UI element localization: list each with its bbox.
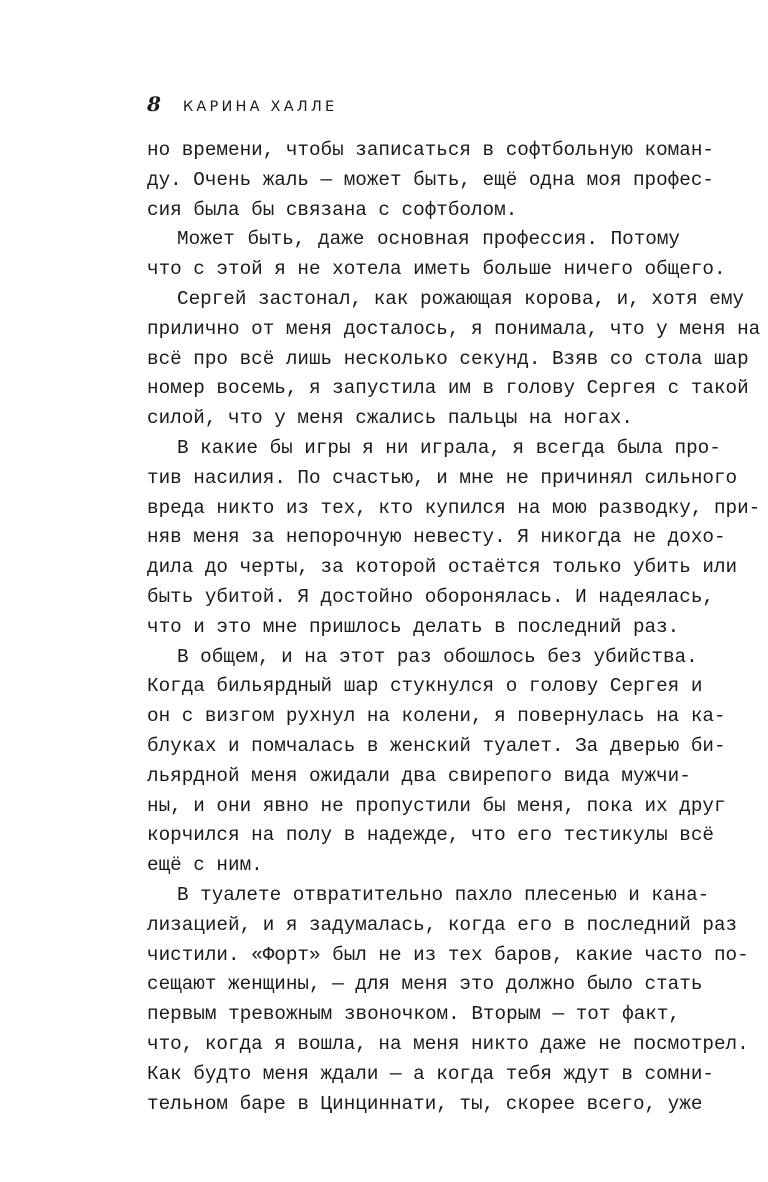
text-line: ещё с ним. — [147, 854, 263, 877]
text-line: Может быть, даже основная профессия. Потому — [177, 228, 680, 251]
text-line: прилично от меня досталось, я понимала, что у меня на — [147, 317, 761, 340]
text-line: что и это мне пришлось делать в последний раз. — [147, 615, 680, 638]
text-line: В туалете отвратительно пахло плесенью и кана- — [177, 883, 710, 906]
text-line: Когда бильярдный шар стукнулся о голову Сергея и — [147, 675, 703, 698]
running-title: КАРИНА ХАЛЛЕ — [182, 99, 338, 115]
text-line: силой, что у меня сжались пальцы на ногах. — [147, 407, 633, 430]
text-line: В общем, и на этот раз обошлось без убийства. — [177, 645, 698, 668]
text-line: корчился на полу в надежде, что его тестикулы всё — [147, 824, 714, 847]
text-line: блуках и помчалась в женский туалет. За дверью би- — [147, 734, 726, 757]
text-line: тельном баре в Цинциннати, ты, скорее всего, уже — [147, 1092, 703, 1115]
text-line: но времени, чтобы записаться в софтбольную коман- — [147, 139, 714, 161]
text-line: что, когда я вошла, на меня никто даже не посмотрел. — [147, 1032, 749, 1055]
text-line: льярдной меня ожидали два свирепого вида мужчи- — [147, 764, 691, 787]
text-line: всё про всё лишь несколько секунд. Взяв со стола шар — [147, 347, 749, 370]
text-line: тив насилия. По счастью, и мне не причинял сильного — [147, 466, 738, 489]
text-line: лизацией, и я задумалась, когда его в последний раз — [147, 913, 738, 936]
text-line: ду. Очень жаль — может быть, ещё одна моя профес- — [147, 168, 714, 191]
text-line: он с визгом рухнул на колени, я повернулась на ка- — [147, 705, 726, 728]
text-line: Сергей застонал, как рожающая корова, и, хотя ему — [177, 287, 744, 310]
page-header — [147, 92, 337, 116]
text-line: дила до черты, за которой остаётся только убить или — [147, 556, 738, 579]
text-line: что с этой я не хотела иметь больше ничего общего. — [147, 258, 726, 281]
text-line: В какие бы игры я ни играла, я всегда была про- — [177, 436, 721, 459]
text-body — [147, 136, 761, 1119]
text-line: вреда никто из тех, кто купился на мою разводку, при- — [147, 496, 761, 519]
text-line: быть убитой. Я достойно оборонялась. И надеялась, — [147, 585, 714, 608]
text-line: Как будто меня ждали — а когда тебя ждут в сомни- — [147, 1062, 714, 1085]
text-line: няв меня за непорочную невесту. Я никогда не дохо- — [147, 526, 726, 549]
text-line: ны, и они явно не пропустили бы меня, пока их друг — [147, 794, 726, 817]
text-line: номер восемь, я запустила им в голову Сергея с такой — [147, 377, 749, 400]
text-line: чистили. «Форт» был не из тех баров, какие часто по- — [147, 943, 749, 966]
text-line: первым тревожным звоночком. Вторым — тот факт, — [147, 1003, 680, 1026]
text-line: сещают женщины, — для меня это должно было стать — [147, 973, 703, 996]
page-number: 8 — [147, 92, 161, 116]
text-line: сия была бы связана с софтболом. — [147, 198, 518, 221]
